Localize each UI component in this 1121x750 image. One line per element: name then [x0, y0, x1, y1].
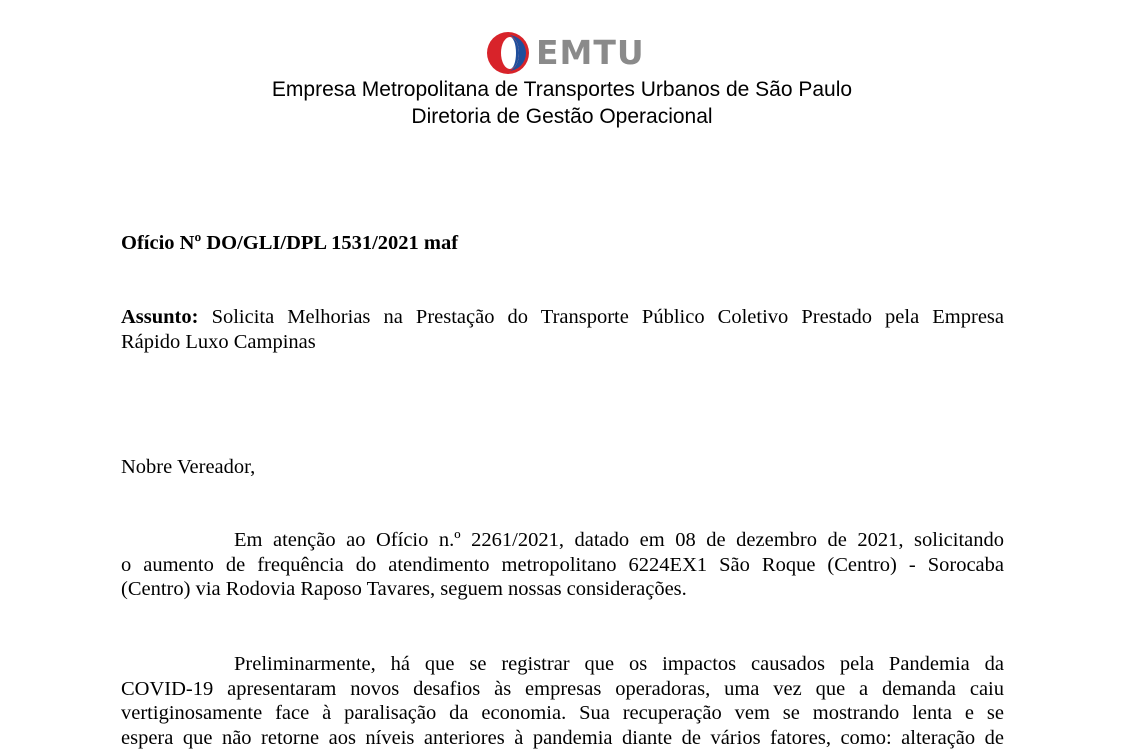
subject-text-1: Solicita Melhorias na Prestação do Transporte Público Coletivo Prestado pela Empresa [212, 306, 1004, 328]
paragraph-line: o aumento de frequência do atendimento metropolitano 6224EX1 São Roque (Centro) - Sorocaba [121, 553, 1004, 578]
paragraph-line: Em atenção ao Ofício n.º 2261/2021, datado em 08 de dezembro de 2021, solicitando [121, 528, 1004, 553]
emtu-logo [486, 29, 645, 77]
subject-line-2: Rápido Luxo Campinas [121, 330, 1004, 355]
paragraph-2 [121, 652, 1004, 750]
paragraph-line: Preliminarmente, há que se registrar que os impactos causados pela Pandemia da [121, 652, 1004, 677]
paragraph-line: COVID-19 apresentaram novos desafios às empresas operadoras, uma vez que a demanda caiu [121, 677, 1004, 702]
subject-label: Assunto: [121, 306, 198, 328]
subject [121, 305, 1004, 355]
organization-name: Empresa Metropolitana de Transportes Urbanos de São Paulo [3, 77, 1121, 103]
paragraph-1 [121, 528, 1004, 602]
emtu-logo-icon [486, 31, 530, 75]
letter-reference: Ofício Nº DO/GLI/DPL 1531/2021 maf [121, 230, 458, 256]
paragraph-line: (Centro) via Rodovia Raposo Tavares, seguem nossas considerações. [121, 577, 1004, 602]
paragraph-line: vertiginosamente face à paralisação da economia. Sua recuperação vem se mostrando lenta e se [121, 701, 1004, 726]
salutation: Nobre Vereador, [121, 455, 255, 480]
logo-text: EMTU [536, 29, 645, 77]
subject-line-1 [121, 305, 1004, 330]
paragraph-line: espera que não retorne aos níveis anteriores à pandemia diante de vários fatores, como: alteração de [121, 726, 1004, 750]
department-name: Diretoria de Gestão Operacional [3, 104, 1121, 130]
